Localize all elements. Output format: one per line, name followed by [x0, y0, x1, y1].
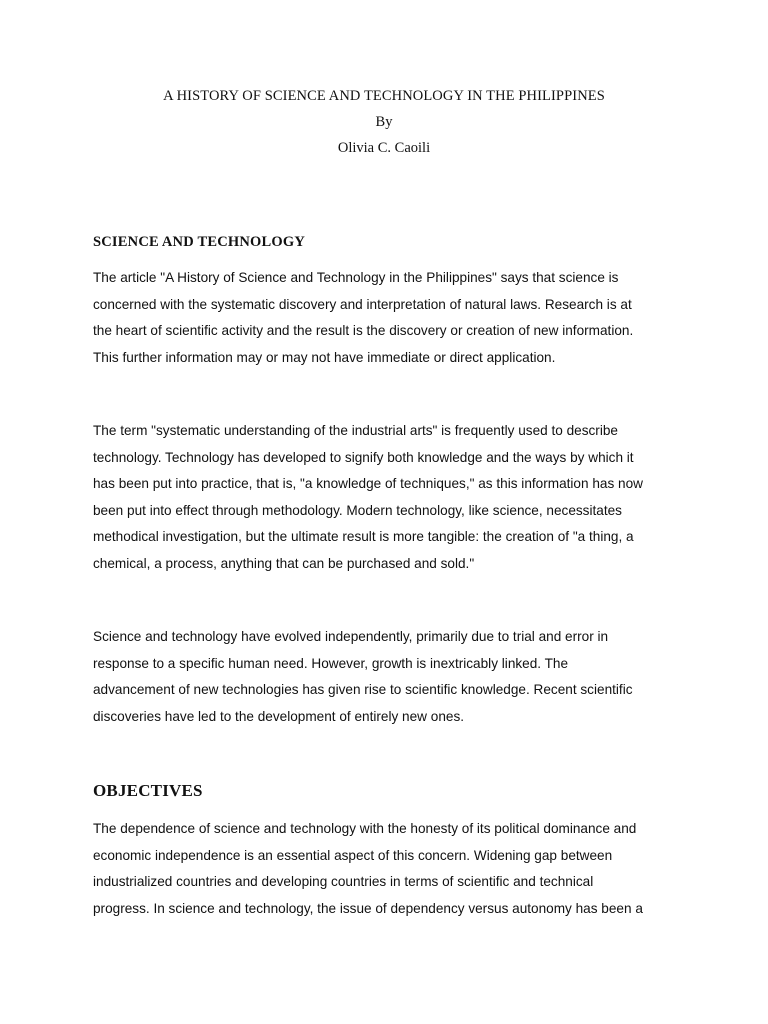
paragraph-science-definition [93, 265, 693, 371]
paragraph-line: response to a specific human need. However, growth is inextricably linked. The [93, 655, 569, 671]
paragraph-line: concerned with the systematic discovery and interpretation of natural laws. Research is at [93, 296, 632, 312]
paragraph-line: been put into effect through methodology. Modern technology, like science, necessitates [93, 502, 622, 518]
paragraph-line: advancement of new technologies has given rise to scientific knowledge. Recent scientific [93, 682, 633, 698]
paragraph-line: The dependence of science and technology with the honesty of its political dominance and [93, 821, 637, 836]
paragraph-line: technology. Technology has developed to signify both knowledge and the ways by which it [93, 449, 634, 465]
paragraph-line: The article "A History of Science and Technology in the Philippines" says that science is [93, 270, 619, 285]
paragraph-technology-definition [93, 418, 693, 578]
section-heading-objectives: OBJECTIVES [93, 781, 203, 800]
paragraph-line: methodical investigation, but the ultimate result is more tangible: the creation of "a thing, a [93, 529, 634, 545]
section-heading-science-and-technology: SCIENCE AND TECHNOLOGY [93, 234, 306, 250]
paragraph-line: Science and technology have evolved independently, primarily due to trial and error in [93, 629, 609, 644]
paragraph-line: discoveries have led to the development of entirely new ones. [93, 708, 465, 724]
paragraph-science-technology-evolution [93, 624, 693, 730]
paragraph-line: The term "systematic understanding of the industrial arts" is frequently used to describe [93, 423, 618, 438]
paragraph-line: economic independence is an essential aspect of this concern. Widening gap between [93, 847, 613, 863]
paragraph-objectives [93, 816, 693, 922]
document-title: A HISTORY OF SCIENCE AND TECHNOLOGY IN THE PHILIPPINES [163, 88, 605, 104]
paragraph-line: industrialized countries and developing countries in terms of scientific and technical [93, 874, 594, 890]
paragraph-line: progress. In science and technology, the issue of dependency versus autonomy has been a [93, 900, 643, 916]
byline-label: By [375, 114, 393, 130]
paragraph-line: the heart of scientific activity and the result is the discovery or creation of new information. [93, 323, 634, 339]
paragraph-line: has been put into practice, that is, "a knowledge of techniques," as this information has now [93, 476, 643, 492]
paragraph-line: This further information may or may not have immediate or direct application. [93, 349, 556, 365]
paragraph-line: chemical, a process, anything that can be purchased and sold." [93, 555, 475, 571]
author-name: Olivia C. Caoili [337, 140, 431, 156]
